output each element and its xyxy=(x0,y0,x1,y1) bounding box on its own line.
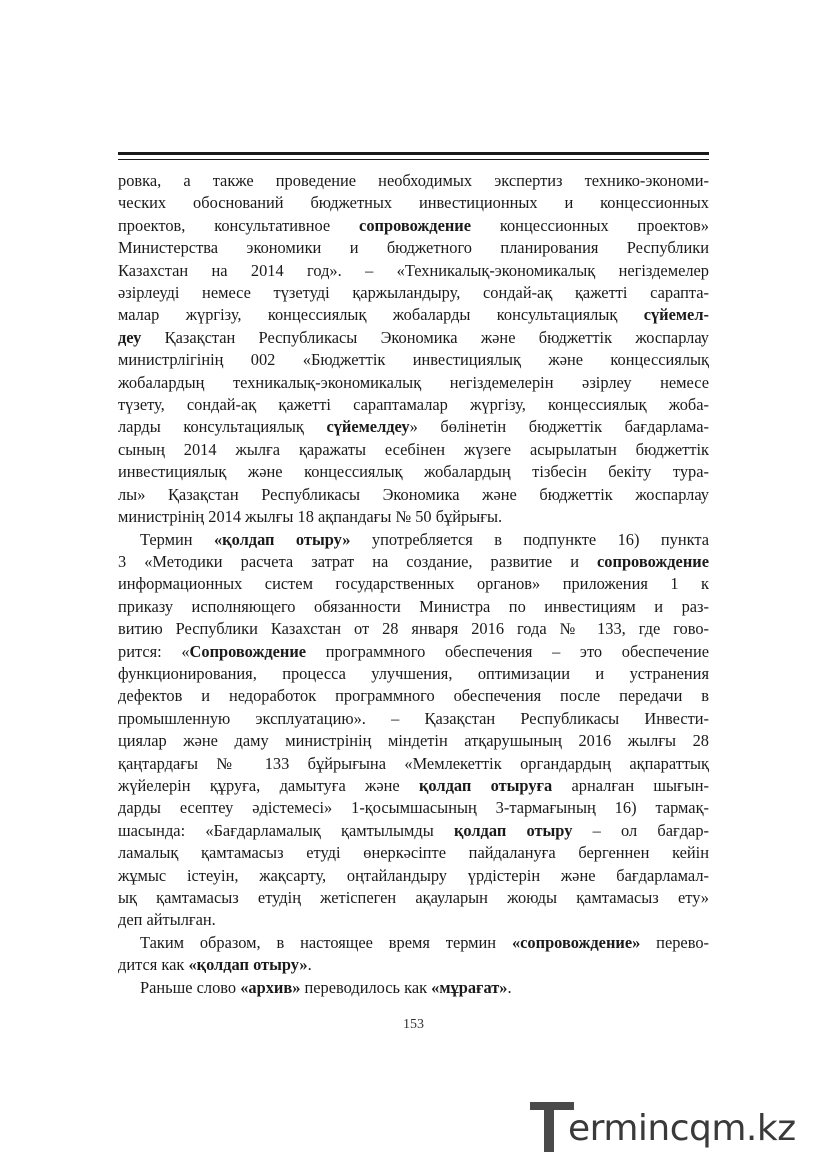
text-line xyxy=(118,865,709,887)
text-line xyxy=(118,641,709,663)
bold-term: деу xyxy=(118,327,142,347)
text-run: сының 2014 жылға қаражаты есебінен жүзеге асырылатын бюджеттік xyxy=(118,439,709,459)
text-run: перево- xyxy=(640,932,709,952)
text-line xyxy=(118,529,709,551)
text-run: циялар және даму министрінің міндетін атқарушының 2016 жылғы 28 xyxy=(118,731,709,751)
text-line xyxy=(118,842,709,864)
text-run: Қазақстан Республикасы Экономика және бюджеттік жоспарлау xyxy=(141,327,709,347)
text-run: жобалардың техникалық-экономикалық негіздемелерін әзірлеу немесе xyxy=(118,372,709,392)
bold-term: сүйемелдеу xyxy=(326,417,410,437)
text-line xyxy=(118,282,709,304)
text-line xyxy=(118,932,709,954)
paragraph xyxy=(118,977,709,999)
text-run: түзету, сондай-ақ қажетті сараптамалар жүргізу, концессиялық жоба- xyxy=(118,395,709,415)
text-line xyxy=(118,304,709,326)
bold-term: «сопровождение» xyxy=(511,932,641,952)
text-run: приказу исполняющего обязанности Министра по инвестициям и раз- xyxy=(118,596,709,616)
text-run: инвестициялық және концессиялық жобалардың тізбесін бекіту тура- xyxy=(118,462,709,482)
text-line xyxy=(118,394,709,416)
bold-term: «архив» xyxy=(240,977,301,997)
header-rule-thick xyxy=(118,152,709,155)
paragraph xyxy=(118,932,709,977)
text-run: министрлігінің 002 «Бюджеттік инвестициялық және концессиялық xyxy=(118,350,709,370)
text-run: арналған шығын- xyxy=(552,775,709,795)
text-run: лы» Қазақстан Республикасы Экономика және бюджеттік жоспарлау xyxy=(118,484,709,504)
text-run: ламалық қамтамасыз етуді өнеркәсіпте пайдалануға бергеннен кейін xyxy=(118,843,709,863)
watermark-text: ermincqm.kz xyxy=(568,1108,796,1149)
text-line xyxy=(118,977,709,999)
text-line xyxy=(118,753,709,775)
text-run: употребляется в подпункте 16) пункта xyxy=(350,529,710,549)
bold-term: сопровождение xyxy=(359,215,472,235)
bold-term: қолдап отыру xyxy=(453,820,573,840)
text-line xyxy=(118,708,709,730)
bold-term: «мұрағат» xyxy=(431,977,508,997)
text-line xyxy=(118,685,709,707)
text-line xyxy=(118,551,709,573)
text-run: проектов, консультативное xyxy=(118,215,360,235)
text-run: дарды есептеу әдістемесі» 1-қосымшасының 3-тармағының 16) тармақ- xyxy=(118,798,709,818)
text-run: дится как xyxy=(118,955,189,975)
text-line xyxy=(118,954,709,976)
text-run: Раньше слово xyxy=(140,977,241,997)
text-line xyxy=(118,439,709,461)
text-run: дефектов и недоработок программного обеспечения после передачи в xyxy=(118,686,709,706)
bold-term: сүйемел- xyxy=(643,305,709,325)
bold-term: «қолдап отыру» xyxy=(188,955,308,975)
text-run: министрінің 2014 жылғы 18 ақпандағы № 50 бұйрығы. xyxy=(118,507,503,527)
text-run: әзірлеуді немесе түзетуді қаржыландыру, сондай-ақ қажетті сарапта- xyxy=(118,283,709,303)
text-line xyxy=(118,506,709,528)
bold-term: сопровождение xyxy=(597,551,709,571)
bold-term: Сопровождение xyxy=(189,641,307,661)
body-text xyxy=(118,170,709,999)
text-run: . xyxy=(507,977,512,997)
text-run: Казахстан на 2014 год». – «Техникалық-экономикалық негіздемелер xyxy=(118,260,709,280)
text-line xyxy=(118,909,709,931)
text-line xyxy=(118,887,709,909)
page-number: 153 xyxy=(403,1017,424,1032)
text-run: переводилось как xyxy=(300,977,432,997)
text-run: информационных систем государственных органов» приложения 1 к xyxy=(118,574,709,594)
text-run: деп айтылған. xyxy=(118,910,216,930)
text-line xyxy=(118,461,709,483)
text-line xyxy=(118,372,709,394)
text-run: » бөлінетін бюджеттік бағдарлама- xyxy=(409,417,709,437)
text-run: программного обеспечения – это обеспечение xyxy=(306,641,710,661)
text-line xyxy=(118,215,709,237)
text-run: . xyxy=(307,955,312,975)
text-run: жұмыс істеуін, жақсарту, оңтайландыру үрдістерін және бағдарламал- xyxy=(118,865,709,885)
text-run: функционирования, процесса улучшения, оптимизации и устранения xyxy=(118,663,709,683)
text-run: ық қамтамасыз етудің жетіспеген ақауларын жоюды қамтамасыз ету» xyxy=(118,888,709,907)
text-line xyxy=(118,797,709,819)
watermark-logo xyxy=(530,1098,820,1158)
text-run: промышленную эксплуатацию». – Қазақстан Республикасы Инвести- xyxy=(118,708,709,728)
header-rule-thin xyxy=(118,159,709,160)
bold-term: қолдап отыруға xyxy=(418,775,553,795)
bold-term: «қолдап отыру» xyxy=(213,529,351,549)
text-line xyxy=(118,573,709,595)
text-line xyxy=(118,416,709,438)
text-line xyxy=(118,730,709,752)
text-run: 3 «Методики расчета затрат на создание, развитие и xyxy=(118,551,598,571)
text-line xyxy=(118,596,709,618)
text-line xyxy=(118,260,709,282)
text-run: малар жүргізу, концессиялық жобаларды консультациялық xyxy=(118,305,644,325)
text-run: ровка, а также проведение необходимых экспертиз технико-экономи- xyxy=(118,171,709,190)
text-line xyxy=(118,237,709,259)
text-run: концессионных проектов» xyxy=(471,215,709,235)
text-run: ларды консультациялық xyxy=(118,417,327,437)
text-run: Термин xyxy=(140,529,214,549)
text-line xyxy=(118,484,709,506)
text-line xyxy=(118,618,709,640)
text-line xyxy=(118,820,709,842)
text-line xyxy=(118,170,709,192)
text-line xyxy=(118,327,709,349)
text-line xyxy=(118,775,709,797)
text-line xyxy=(118,192,709,214)
paragraph xyxy=(118,170,709,529)
text-line xyxy=(118,349,709,371)
text-run: рится: « xyxy=(118,641,190,661)
text-run: шасында: «Бағдарламалық қамтылымды xyxy=(118,820,454,840)
text-run: Таким образом, в настоящее время термин xyxy=(140,932,512,952)
text-run: ческих обоснований бюджетных инвестиционных и концессионных xyxy=(118,193,709,213)
text-run: Министерства экономики и бюджетного планирования Республики xyxy=(118,238,709,258)
paragraph xyxy=(118,529,709,932)
text-run: қаңтардағы № 133 бұйрығына «Мемлекеттік органдардың ақпараттық xyxy=(118,753,709,773)
text-run: – ол бағдар- xyxy=(572,820,709,840)
text-run: жүйелерін құруға, дамытуға және xyxy=(118,775,419,795)
text-line xyxy=(118,663,709,685)
text-run: витию Республики Казахстан от 28 января 2016 года № 133, где гово- xyxy=(118,619,709,639)
